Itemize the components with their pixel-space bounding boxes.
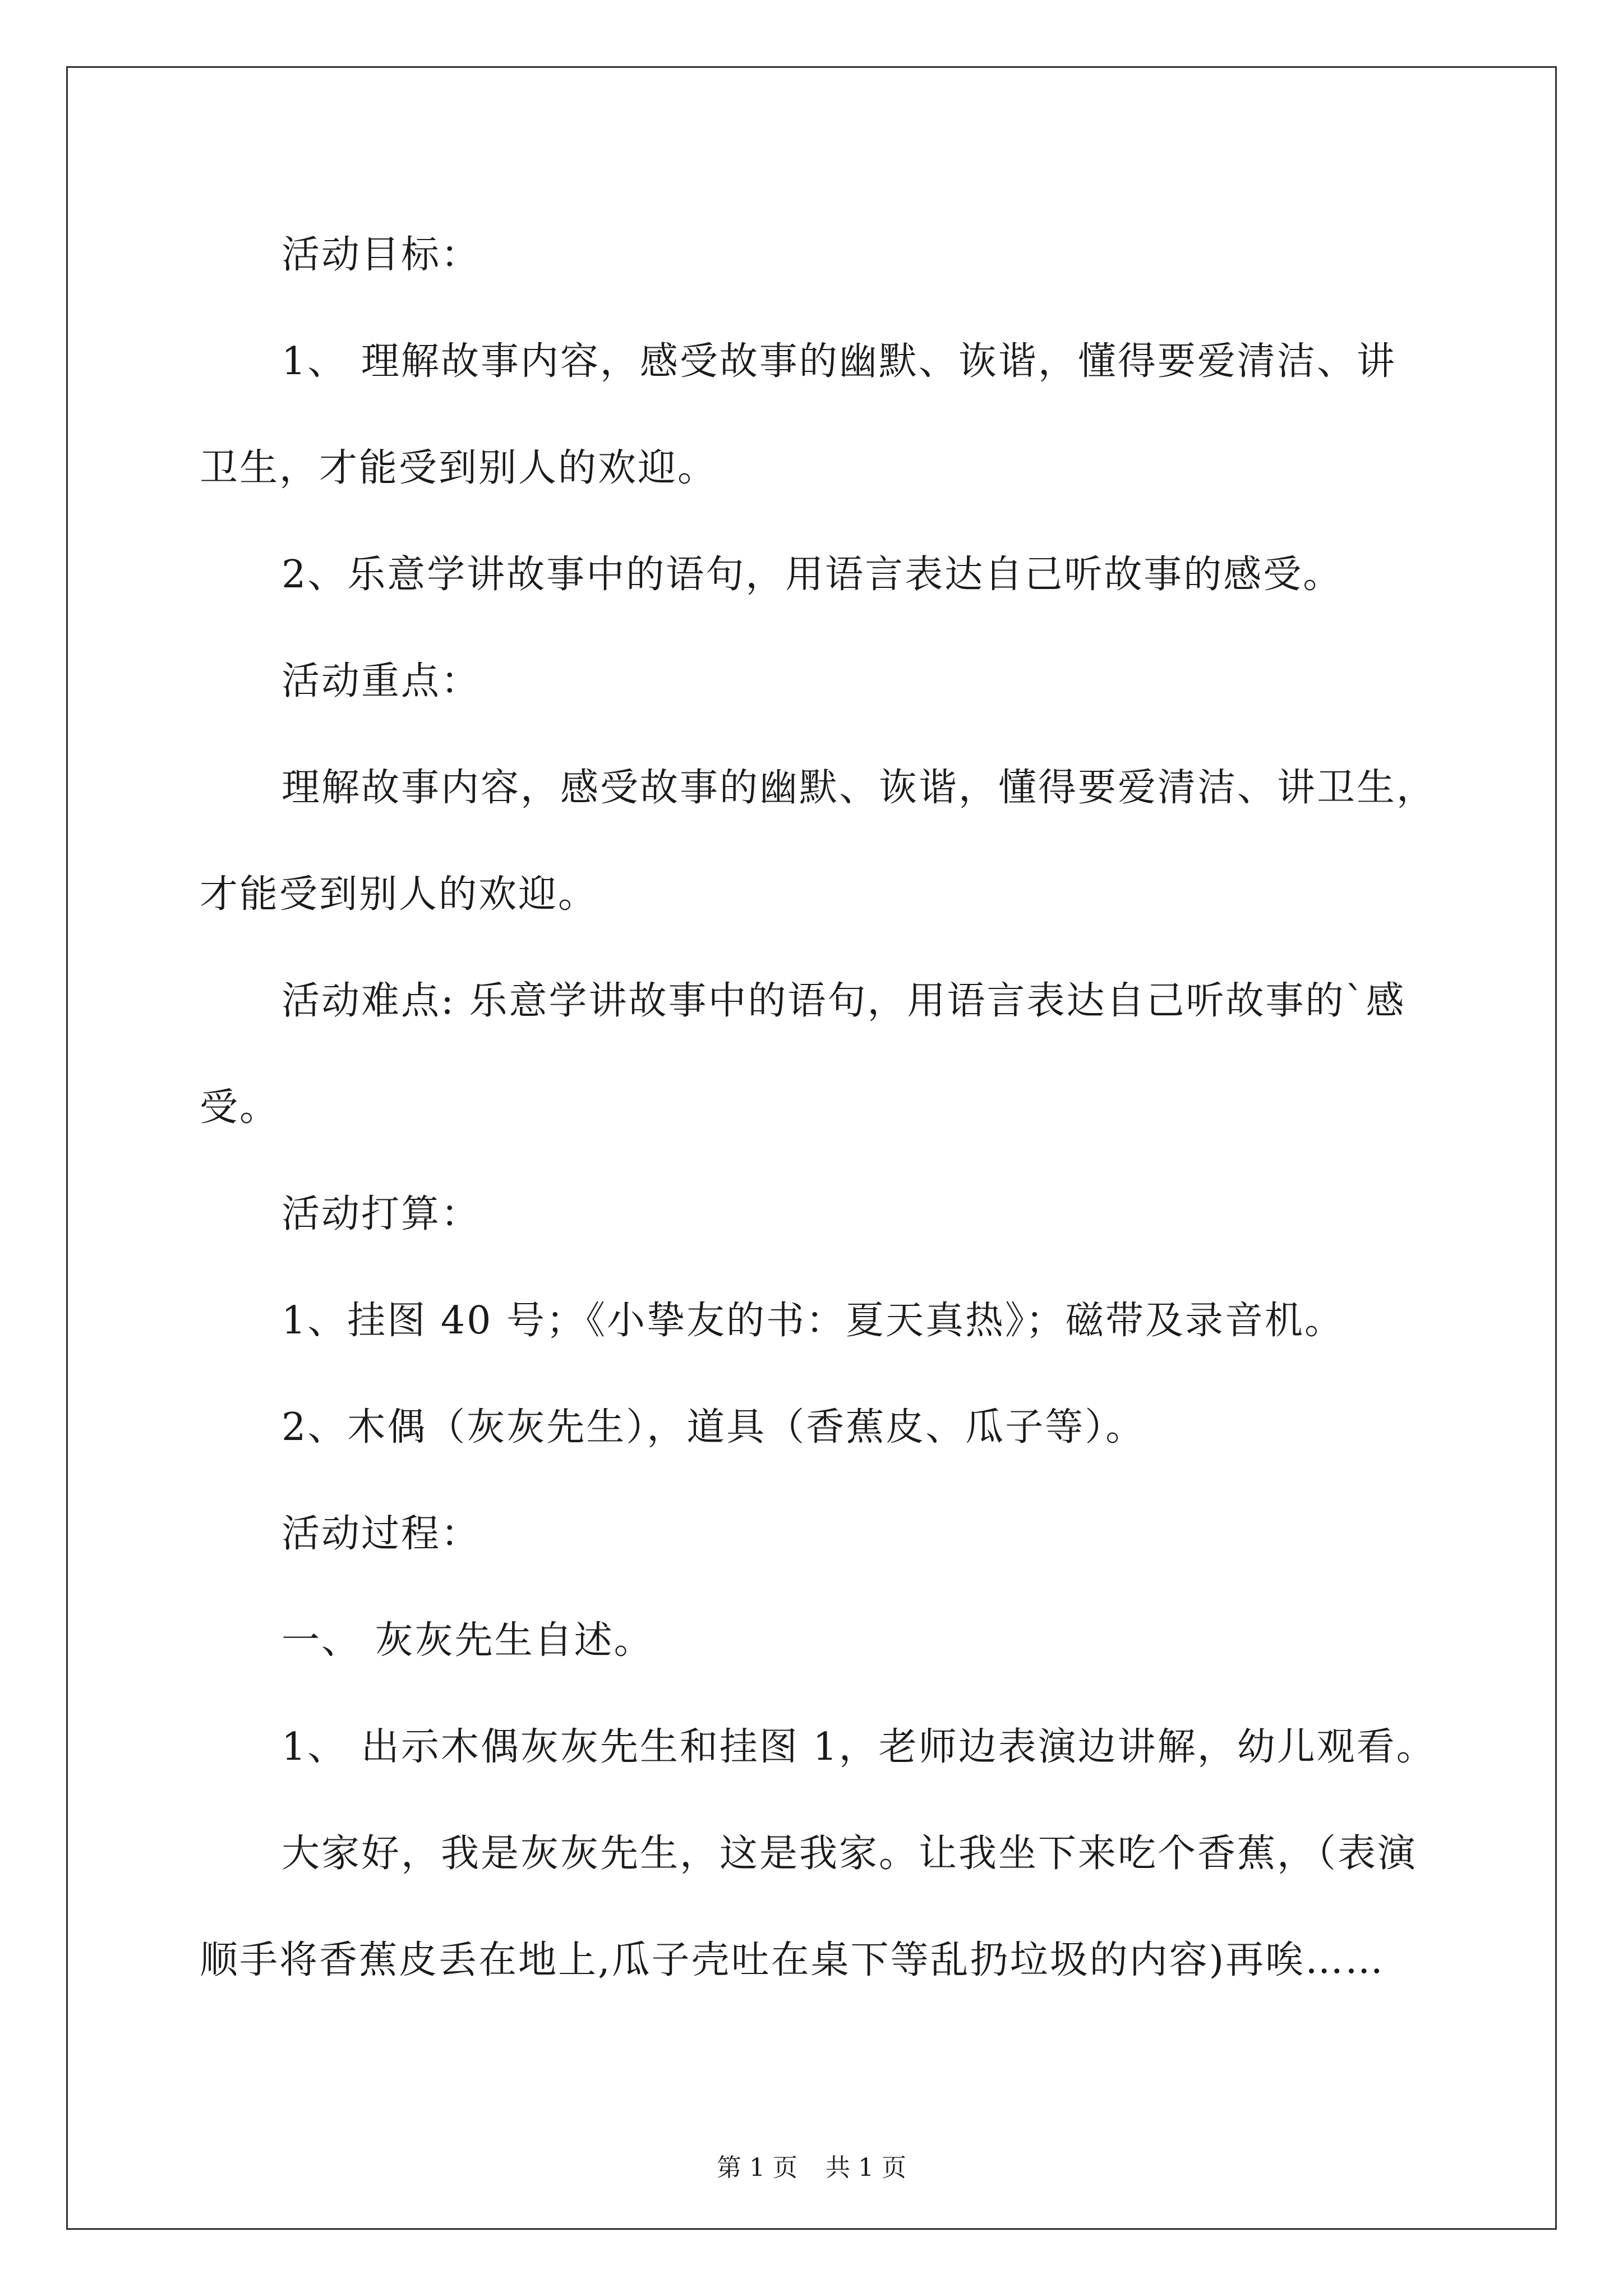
paragraph-line: 2、木偶（灰灰先生），道具（香蕉皮、瓜子等）。 [282, 1405, 1146, 1450]
paragraph-line: 活动难点: 乐意学讲故事中的语句，用语言表达自己听故事的`感 [282, 979, 1406, 1023]
page-footer [0, 2151, 1623, 2185]
page-number: 第 1 页 [717, 2154, 797, 2182]
paragraph-line: 理解故事内容，感受故事的幽默、诙谐，懂得要爱清洁、讲卫生， [282, 766, 1437, 810]
heading-goals: 活动目标： [282, 233, 481, 277]
paragraph-line: 才能受到别人的欢迎。 [200, 872, 598, 917]
paragraph-line: 顺手将香蕉皮丢在地上,瓜子壳吐在桌下等乱扔垃圾的内容)再唉…… [200, 1938, 1385, 1982]
paragraph-line: 大家好，我是灰灰先生，这是我家。让我坐下来吃个香蕉，（表演 [282, 1832, 1418, 1876]
page-total: 共 1 页 [826, 2154, 906, 2182]
paragraph-line: 一、 灰灰先生自述。 [282, 1618, 654, 1663]
paragraph-line: 受。 [200, 1085, 280, 1130]
paragraph-line: 卫生，才能受到别人的欢迎。 [200, 446, 718, 490]
heading-process: 活动过程： [282, 1512, 481, 1556]
heading-preparation: 活动打算： [282, 1192, 481, 1236]
paragraph-line: 1、挂图 40 号；《小挚友的书：夏天真热》；磁带及录音机。 [282, 1299, 1345, 1343]
paragraph-line: 1、 理解故事内容，感受故事的幽默、诙谐，懂得要爱清洁、讲 [282, 339, 1396, 384]
paragraph-line: 2、乐意学讲故事中的语句，用语言表达自己听故事的感受。 [282, 553, 1343, 597]
paragraph-line: 1、 出示木偶灰灰先生和挂图 1，老师边表演边讲解，幼儿观看。 [282, 1725, 1436, 1769]
heading-key-points: 活动重点： [282, 659, 481, 703]
